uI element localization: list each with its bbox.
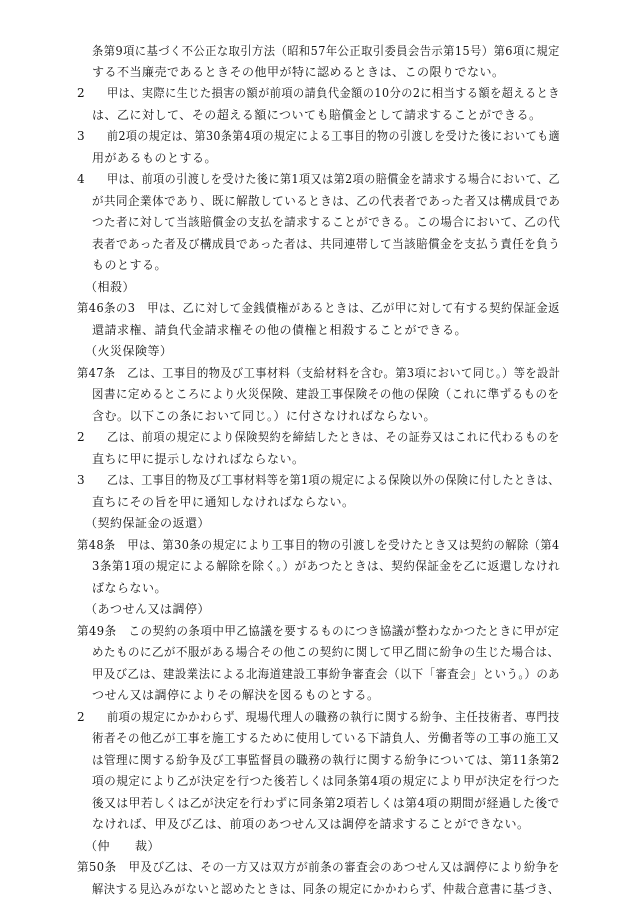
text-line: は、乙に対して、その超える額についても賠償金として請求することができる。 (92, 108, 542, 122)
item-number: 3 (77, 473, 86, 487)
item-number: 4 (77, 172, 86, 186)
text-line: 還請求権、請負代金請求権その他の債権と相殺することができる。 (92, 323, 468, 337)
text-line: 3 前2項の規定は、第30条第4項の規定による工事目的物の引渡しを受けた後においても適 (0, 126, 630, 146)
section-heading: （相殺） (85, 280, 136, 294)
article-line: 第50条 甲及び乙は、その一方又は双方が前条の審査会のあつせん又は調停により紛争を (77, 860, 560, 874)
text-line: 2 前項の規定にかかわらず、現場代理人の職務の執行に関する紛争、主任技術者、専門技 (0, 707, 630, 727)
article-line: 第48条 甲は、第30条の規定により工事目的物の引渡しを受けたとき又は契約の解除（第4 (77, 538, 560, 552)
section-heading: （契約保証金の返還） (85, 516, 211, 530)
text-line: めたものに乙が不服がある場合その他この契約に関して甲乙間に紛争の生じた場合は、 (92, 645, 560, 659)
text-line: 2 甲は、実際に生じた損害の額が前項の請負代金額の10分の2に相当する額を超えるとき (0, 83, 630, 103)
text-line: 3条第1項の規定による解除を除く。）があつたときは、契約保証金を乙に返還しなけれ (92, 559, 561, 573)
item-number: 2 (77, 86, 86, 100)
item-number: 2 (77, 430, 86, 444)
text-line: 項の規定により乙が決定を行つた後若しくは同条第4項の規定により甲が決定を行つた (92, 774, 561, 788)
text-line: つた者に対して当該賠償金の支払を請求することができる。この場合において、乙の代 (92, 215, 561, 229)
text-line: 表者であった者及び構成員であった者は、共同連帯して当該賠償金を支払う責任を負う (92, 237, 561, 251)
text-line: 条第9項に基づく不公正な取引方法（昭和57年公正取引委員会告示第15号）第6項に規定 (92, 44, 560, 58)
text-line: する不当廉売であるときその他甲が特に認めるときは、この限りでない。 (92, 65, 505, 79)
text-line: 3 乙は、工事目的物及び工事材料等を第1項の規定による保険以外の保険に付したときは、 (0, 470, 630, 490)
text-line: 甲及び乙は、建設業法による北海道建設工事紛争審査会（以下「審査会」という。）のあ (92, 667, 561, 681)
text-line: 術者その他乙が工事を施工するために使用している下請負人、労働者等の工事の施工又 (92, 731, 560, 745)
text-line: 直ちにその旨を甲に通知しなければならない。 (92, 495, 355, 509)
section-heading: （仲 裁） (85, 839, 161, 853)
text-line: 図書に定めるところにより火災保険、建設工事保険その他の保険（これに準ずるものを (92, 387, 560, 401)
text-line: 直ちに甲に提示しなければならない。 (92, 452, 305, 466)
text-line: が共同企業体であり、既に解散しているときは、乙の代表者であった者又は構成員であ (92, 194, 561, 208)
article-line: 第46条の3 甲は、乙に対して金銭債権があるときは、乙が甲に対して有する契約保証金返 (77, 301, 560, 315)
text-line: 4 甲は、前項の引渡しを受けた後に第1項又は第2項の賠償金を請求する場合において、乙 (0, 169, 630, 189)
item-number: 3 (77, 129, 86, 143)
text-line: なければ、甲及び乙は、前項のあつせん又は調停を請求することができない。 (92, 817, 530, 831)
text-line: 2 乙は、前項の規定により保険契約を締結したときは、その証券又はこれに代わるものを (0, 427, 630, 447)
text-line: 後又は甲若しくは乙が決定を行わずに同条第2項若しくは第4項の期間が経過した後で (92, 796, 560, 810)
text-line: 解決する見込みがないと認めたときは、同条の規定にかかわらず、仲裁合意書に基づき、 (92, 882, 560, 896)
text-line: 用があるものとする。 (92, 151, 218, 165)
article-line: 第47条 乙は、工事目的物及び工事材料（支給材料を含む。第3項において同じ。）等を設計 (77, 366, 561, 380)
text-line: つせん又は調停によりその解決を図るものとする。 (92, 688, 380, 702)
text-line: ばならない。 (92, 581, 168, 595)
section-heading: （火災保険等） (85, 344, 173, 358)
text-line: は管理に関する紛争及び工事監督員の職務の執行に関する紛争については、第11条第2 (92, 753, 560, 767)
section-heading: （あつせん又は調停） (85, 602, 211, 616)
article-line: 第49条 この契約の条項中甲乙協議を要するものにつき協議が整わなかつたときに甲が定 (77, 624, 560, 638)
text-line: ものとする。 (92, 258, 168, 272)
item-number: 2 (77, 710, 86, 724)
text-line: 含む。以下この条において同じ。）に付さなければならない。 (92, 409, 437, 423)
